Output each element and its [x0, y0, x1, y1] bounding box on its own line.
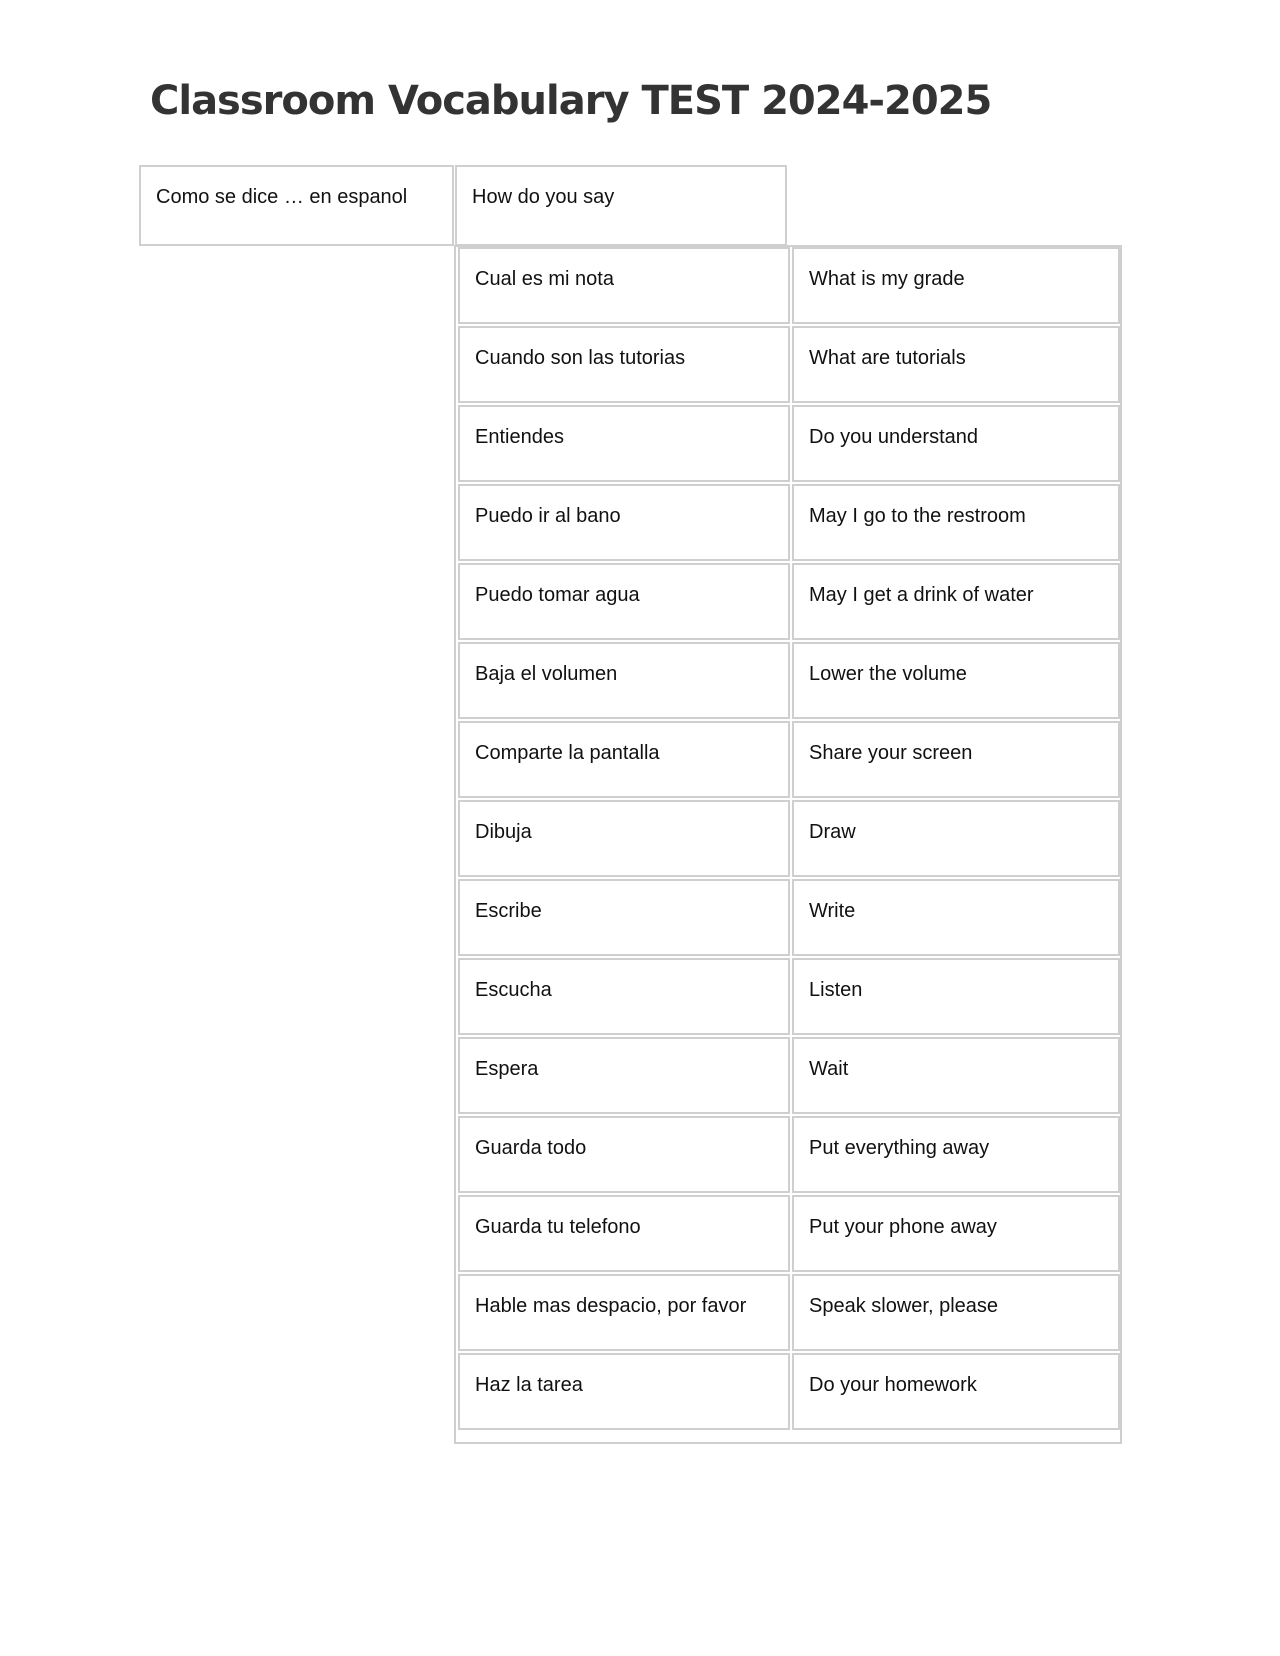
table-row — [458, 958, 1120, 1035]
table-row — [458, 1037, 1120, 1114]
table-row — [458, 721, 1120, 798]
english-phrase-cell: Put everything away — [792, 1116, 1120, 1193]
spanish-phrase-cell: Puedo ir al bano — [458, 484, 790, 561]
spanish-phrase-cell: Cual es mi nota — [458, 247, 790, 324]
table-row — [458, 326, 1120, 403]
spanish-phrase-cell: Haz la tarea — [458, 1353, 790, 1430]
english-phrase-cell: Lower the volume — [792, 642, 1120, 719]
english-phrase-cell: Do you understand — [792, 405, 1120, 482]
table-row — [458, 1116, 1120, 1193]
vocabulary-table — [454, 245, 1122, 1444]
table-row — [458, 1353, 1120, 1430]
spanish-phrase-cell: Escucha — [458, 958, 790, 1035]
table-row — [458, 563, 1120, 640]
table-row — [458, 879, 1120, 956]
spanish-phrase-cell: Comparte la pantalla — [458, 721, 790, 798]
spanish-phrase-cell: Escribe — [458, 879, 790, 956]
english-phrase-cell: Do your homework — [792, 1353, 1120, 1430]
table-row — [458, 642, 1120, 719]
english-phrase-cell: What are tutorials — [792, 326, 1120, 403]
english-phrase-cell: Listen — [792, 958, 1120, 1035]
table-row — [458, 1274, 1120, 1351]
english-phrase-cell: Draw — [792, 800, 1120, 877]
spanish-phrase-cell: Entiendes — [458, 405, 790, 482]
spanish-phrase-cell: Puedo tomar agua — [458, 563, 790, 640]
spanish-phrase-cell: Guarda todo — [458, 1116, 790, 1193]
english-phrase-cell: Share your screen — [792, 721, 1120, 798]
table-row — [458, 800, 1120, 877]
table-row — [458, 405, 1120, 482]
spanish-phrase-cell: Baja el volumen — [458, 642, 790, 719]
spanish-phrase-cell: Hable mas despacio, por favor — [458, 1274, 790, 1351]
english-phrase-cell: Speak slower, please — [792, 1274, 1120, 1351]
table-row — [458, 1195, 1120, 1272]
english-phrase-cell: Put your phone away — [792, 1195, 1120, 1272]
spanish-phrase-cell: Dibuja — [458, 800, 790, 877]
spanish-phrase-cell: Espera — [458, 1037, 790, 1114]
english-phrase-cell: What is my grade — [792, 247, 1120, 324]
header-cell-english: How do you say — [455, 165, 787, 246]
english-phrase-cell: May I go to the restroom — [792, 484, 1120, 561]
english-phrase-cell: May I get a drink of water — [792, 563, 1120, 640]
spanish-phrase-cell: Cuando son las tutorias — [458, 326, 790, 403]
table-row — [458, 484, 1120, 561]
page-title: Classroom Vocabulary TEST 2024-2025 — [150, 78, 992, 124]
english-phrase-cell: Write — [792, 879, 1120, 956]
spanish-phrase-cell: Guarda tu telefono — [458, 1195, 790, 1272]
table-row — [458, 247, 1120, 324]
header-cell-spanish: Como se dice … en espanol — [139, 165, 454, 246]
english-phrase-cell: Wait — [792, 1037, 1120, 1114]
